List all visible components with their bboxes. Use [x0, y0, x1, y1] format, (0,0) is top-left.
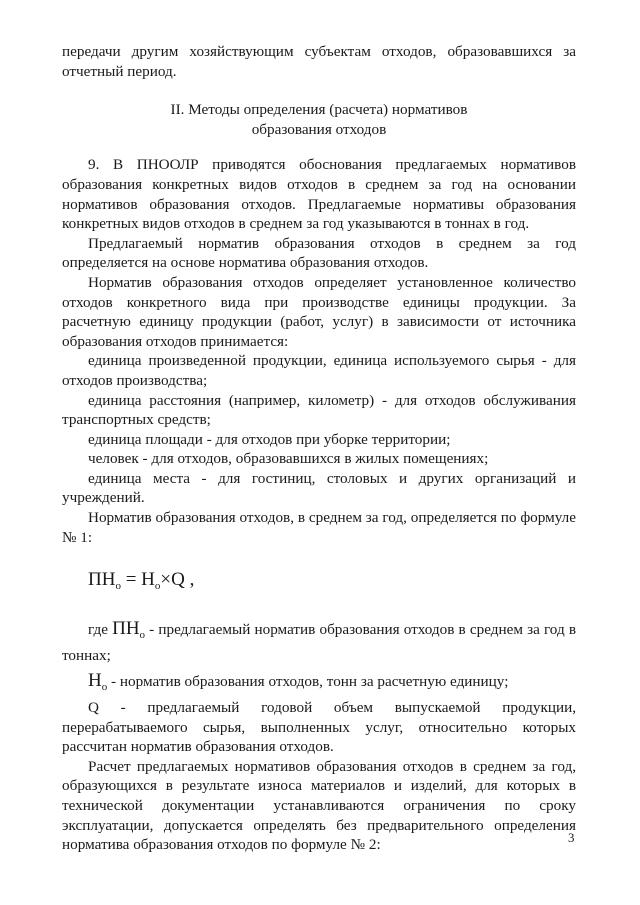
list-item-area: единица площади - для отходов при уборке территории; — [88, 430, 451, 448]
document-page — [62, 42, 576, 855]
formula-rhs-subscript: о — [154, 580, 161, 593]
formula-rhs-norm: Н — [141, 569, 155, 591]
formula-equals: = — [120, 569, 142, 591]
section-heading — [62, 100, 576, 139]
paragraph-formula2-intro: Расчет предлагаемых нормативов образования отходов в среднем за год, образующихся в результате износа материалов и изделий, для которых в технической документации устанавливаются ограничения по сроку эксплуатации, допускается определять без предварительного определения норматива образования отходов по формуле № 2: — [62, 757, 576, 854]
list-item-place: единица места - для гостиниц, столовых и других организаций и учреждений. — [62, 469, 576, 507]
formula-lhs: ПН — [88, 569, 116, 591]
paragraph-norm-definition: Норматив образования отходов определяет установленное количество отходов конкретного вида при производстве единицы продукции. За расчетную единицу продукции (работ, услуг) в зависимости от источника образования отходов принимается: — [62, 273, 576, 350]
definition-where: где — [88, 621, 108, 639]
intro-paragraph: передачи другим хозяйствующим субъектам отходов, образовавшихся за отчетный период. — [62, 43, 576, 80]
paragraph-annual-norm: Предлагаемый норматив образования отходов в среднем за год определяется на основе норматива образования отходов. — [62, 234, 576, 272]
section-heading-line2: образования отходов — [251, 120, 387, 138]
definition-n-symbol: $Н_о$ — [88, 670, 108, 694]
list-item-person: человек - для отходов, образовавшихся в жилых помещениях; — [88, 450, 489, 468]
formula-times: × — [160, 569, 172, 591]
definition-pn-symbol: $ПН_о$ — [112, 618, 146, 642]
definition-n-text: - норматив образования отходов, тонн за расчетную единицу; — [107, 673, 509, 691]
definition-pn-text: - предлагаемый норматив образования отходов в среднем за год в тоннах; — [62, 621, 576, 664]
section-heading-line1: II. Методы определения (расчета) нормативов — [170, 101, 468, 119]
paragraph-9: 9. В ПНООЛР приводятся обоснования предлагаемых нормативов образования конкретных видов отходов в среднем за год на основании нормативов образования отходов. Предлагаемые нормативы образования конкретных видов отходов в среднем за год указываются в тоннах в год. — [62, 156, 576, 233]
list-item-production: единица произведенной продукции, единица используемого сырья - для отходов производства; — [62, 352, 576, 389]
definition-pn — [62, 619, 576, 665]
list-item-distance: единица расстояния (например, километр) - для отходов обслуживания транспортных средств; — [62, 391, 576, 429]
paragraph-formula-intro: Норматив образования отходов, в среднем за год, определяется по формуле № 1: — [62, 509, 576, 546]
formula-rhs-volume: Q — [171, 569, 185, 591]
definition-q: Q - предлагаемый годовой объем выпускаемой продукции, перерабатываемого сырья, выполненных услуг, относительно которых рассчитан норматив образования отходов. — [62, 699, 576, 756]
definition-n — [62, 671, 576, 698]
page-number: 3 — [568, 830, 575, 845]
formula-tail: , — [184, 569, 195, 591]
formula-1 — [88, 567, 576, 599]
formula-lhs-subscript: о — [115, 580, 121, 593]
